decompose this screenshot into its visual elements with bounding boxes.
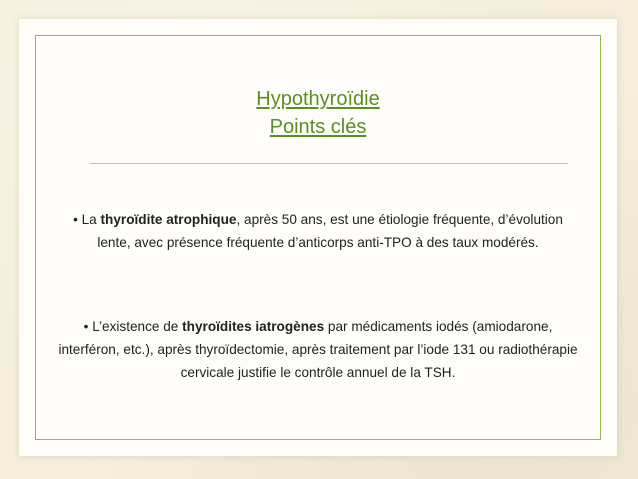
paragraph-iatrogenic-thyroiditis <box>57 315 579 384</box>
paragraph-bold-term: thyroïdite atrophique <box>100 212 237 227</box>
paragraph-text-after: par médicaments iodés (amiodarone, interféron, etc.), après thyroïdectomie, après traitement par l’iode 131 ou radiothérapie cervicale justifie le contrôle annuel de la TSH. <box>58 319 578 380</box>
paragraph-text-before: La <box>81 212 101 227</box>
slide-card <box>19 19 617 456</box>
slide-title <box>19 85 617 141</box>
bullet: • <box>83 319 89 334</box>
title-divider <box>90 163 568 164</box>
paragraph-text-before: L’existence de <box>92 319 183 334</box>
title-line-2: Points clés <box>269 116 367 138</box>
paragraph-text-after: , après 50 ans, est une étiologie fréquente, d’évolution lente, avec présence fréquente d’anticorps anti-TPO à des taux modérés. <box>97 212 563 250</box>
paragraph-atrophic-thyroiditis <box>57 208 579 254</box>
title-line-1: Hypothyroïdie <box>256 88 380 110</box>
bullet: • <box>73 212 78 227</box>
paragraph-bold-term: thyroïdites iatrogènes <box>182 319 325 334</box>
